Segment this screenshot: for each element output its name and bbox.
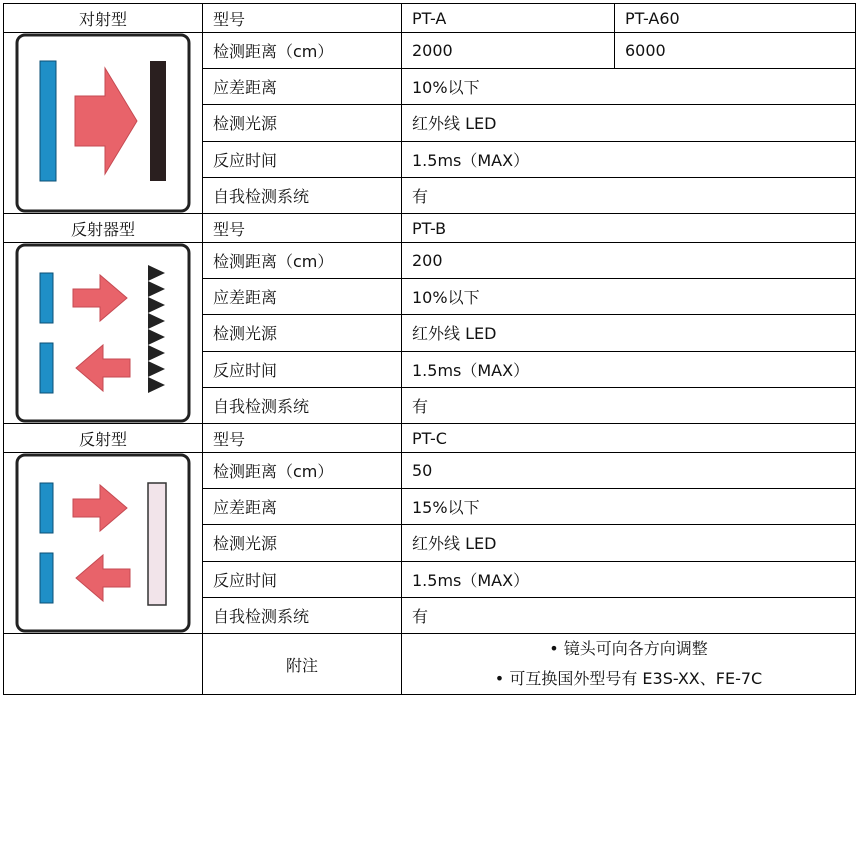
- retro-reflective-diagram-icon: [15, 243, 191, 423]
- through-beam-diagram-icon: [15, 33, 191, 213]
- type-name-retro-reflective: 反射器型: [4, 214, 203, 243]
- row-label: 应差距离: [203, 489, 402, 525]
- model-value: PT-C: [402, 424, 856, 453]
- model-value: PT-A60: [615, 4, 856, 33]
- model-value: PT-A: [402, 4, 615, 33]
- table-row: [4, 4, 856, 33]
- row-value: 6000: [615, 33, 856, 69]
- notes-empty-cell: [4, 634, 203, 695]
- model-label: 型号: [203, 4, 402, 33]
- row-label: 自我检测系统: [203, 597, 402, 633]
- diffuse-reflective-diagram-cell: [4, 453, 203, 634]
- spec-table: [3, 3, 856, 695]
- row-value: 10%以下: [402, 69, 856, 105]
- row-value: 1.5ms（MAX）: [402, 141, 856, 177]
- type-name-through-beam: 对射型: [4, 4, 203, 33]
- row-value: 红外线 LED: [402, 525, 856, 561]
- row-label: 反应时间: [203, 141, 402, 177]
- row-value: 红外线 LED: [402, 105, 856, 141]
- row-value: 10%以下: [402, 279, 856, 315]
- row-label: 检测光源: [203, 525, 402, 561]
- note-item: • 可互换国外型号有 E3S-XX、FE-7C: [494, 669, 763, 688]
- row-value: 1.5ms（MAX）: [402, 561, 856, 597]
- retro-reflective-diagram-cell: [4, 243, 203, 424]
- table-row: [4, 634, 856, 695]
- table-row: [4, 243, 856, 279]
- row-label: 检测光源: [203, 105, 402, 141]
- row-label: 自我检测系统: [203, 387, 402, 423]
- row-value: 有: [402, 597, 856, 633]
- notes-text: [402, 634, 856, 695]
- table-row: [4, 424, 856, 453]
- through-beam-diagram-cell: [4, 33, 203, 214]
- note-item: • 镜头可向各方向调整: [549, 639, 708, 658]
- row-label: 检测距离（cm）: [203, 33, 402, 69]
- table-row: [4, 453, 856, 489]
- table-row: [4, 33, 856, 69]
- row-label: 检测距离（cm）: [203, 243, 402, 279]
- row-value: 有: [402, 177, 856, 213]
- row-label: 反应时间: [203, 561, 402, 597]
- row-value: 红外线 LED: [402, 315, 856, 351]
- model-label: 型号: [203, 424, 402, 453]
- model-value: PT-B: [402, 214, 856, 243]
- notes-label: 附注: [203, 634, 402, 695]
- row-value: 200: [402, 243, 856, 279]
- row-value: 50: [402, 453, 856, 489]
- row-value: 1.5ms（MAX）: [402, 351, 856, 387]
- row-label: 应差距离: [203, 69, 402, 105]
- row-label: 检测光源: [203, 315, 402, 351]
- type-name-diffuse-reflective: 反射型: [4, 424, 203, 453]
- model-label: 型号: [203, 214, 402, 243]
- row-value: 2000: [402, 33, 615, 69]
- row-value: 有: [402, 387, 856, 423]
- row-label: 应差距离: [203, 279, 402, 315]
- table-row: [4, 214, 856, 243]
- row-label: 自我检测系统: [203, 177, 402, 213]
- row-label: 检测距离（cm）: [203, 453, 402, 489]
- diffuse-reflective-diagram-icon: [15, 453, 191, 633]
- row-value: 15%以下: [402, 489, 856, 525]
- row-label: 反应时间: [203, 351, 402, 387]
